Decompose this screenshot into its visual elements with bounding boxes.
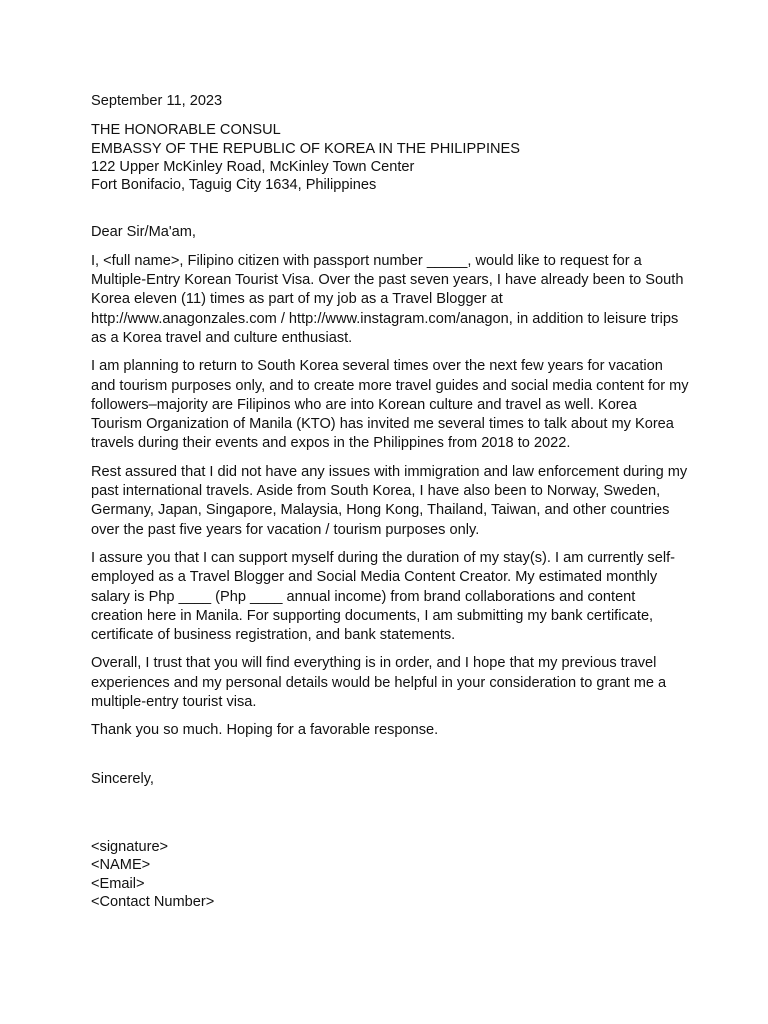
contact-number-placeholder: <Contact Number>	[91, 893, 215, 910]
body-paragraph-conclusion: Overall, I trust that you will find everything is in order, and I hope that my previous travel experiences and my personal details would be helpful in your consideration to grant me a multiple-entry tourist visa.	[91, 655, 667, 711]
letter-date: September 11, 2023	[91, 93, 223, 109]
body-paragraph-thanks: Thank you so much. Hoping for a favorable response.	[91, 722, 439, 739]
email-placeholder: <Email>	[91, 875, 145, 892]
recipient-address	[91, 121, 691, 194]
body-paragraph-intro: I, <full name>, Filipino citizen with passport number _____, would like to request for a Multiple-Entry Korean Tourist Visa. Over the past seven years, I have already been to South Korea eleven (11) times as part of my job as a Travel Blogger at http://www.anagonzales.com / http://www.instagram.com/anagon, in addition to leisure trips as a Korea travel and culture enthusiast.	[91, 252, 684, 346]
body-paragraph-travel-history: Rest assured that I did not have any issues with immigration and law enforcement during my past international travels. Aside from South Korea, I have also been to Norway, Sweden, Germany, Japan, Singapore, Malaysia, Hong Kong, Thailand, Taiwan, and other countries over the past five years for vacation / tourism purposes only.	[91, 463, 688, 538]
signature-block	[91, 838, 691, 911]
salutation: Dear Sir/Ma'am,	[91, 224, 196, 241]
closing: Sincerely,	[91, 770, 154, 787]
recipient-city: Fort Bonifacio, Taguig City 1634, Philippines	[91, 177, 377, 194]
letter-page	[91, 92, 691, 911]
recipient-embassy: EMBASSY OF THE REPUBLIC OF KOREA IN THE PHILIPPINES	[91, 140, 521, 157]
name-placeholder: <NAME>	[91, 857, 151, 874]
body-paragraph-financial-support: I assure you that I can support myself during the duration of my stay(s). I am currently self-employed as a Travel Blogger and Social Media Content Creator. My estimated monthly salary is Php ____ (Php ____ annual income) from brand collaborations and content creation here in Manila. For supporting documents, I am submitting my bank certificate, certificate of business registration, and bank statements.	[91, 549, 675, 644]
recipient-street: 122 Upper McKinley Road, McKinley Town Center	[91, 158, 415, 175]
signature-placeholder: <signature>	[91, 838, 169, 855]
recipient-title: THE HONORABLE CONSUL	[91, 122, 281, 139]
body-paragraph-plans: I am planning to return to South Korea several times over the next few years for vacation and tourism purposes only, and to create more travel guides and social media content for my followers–majority are Filipinos who are into Korean culture and travel as well. Korea Tourism Organization of Manila (KTO) has invited me several times to talk about my Korea travels during their events and expos in the Philippines from 2018 to 2022.	[91, 358, 689, 452]
